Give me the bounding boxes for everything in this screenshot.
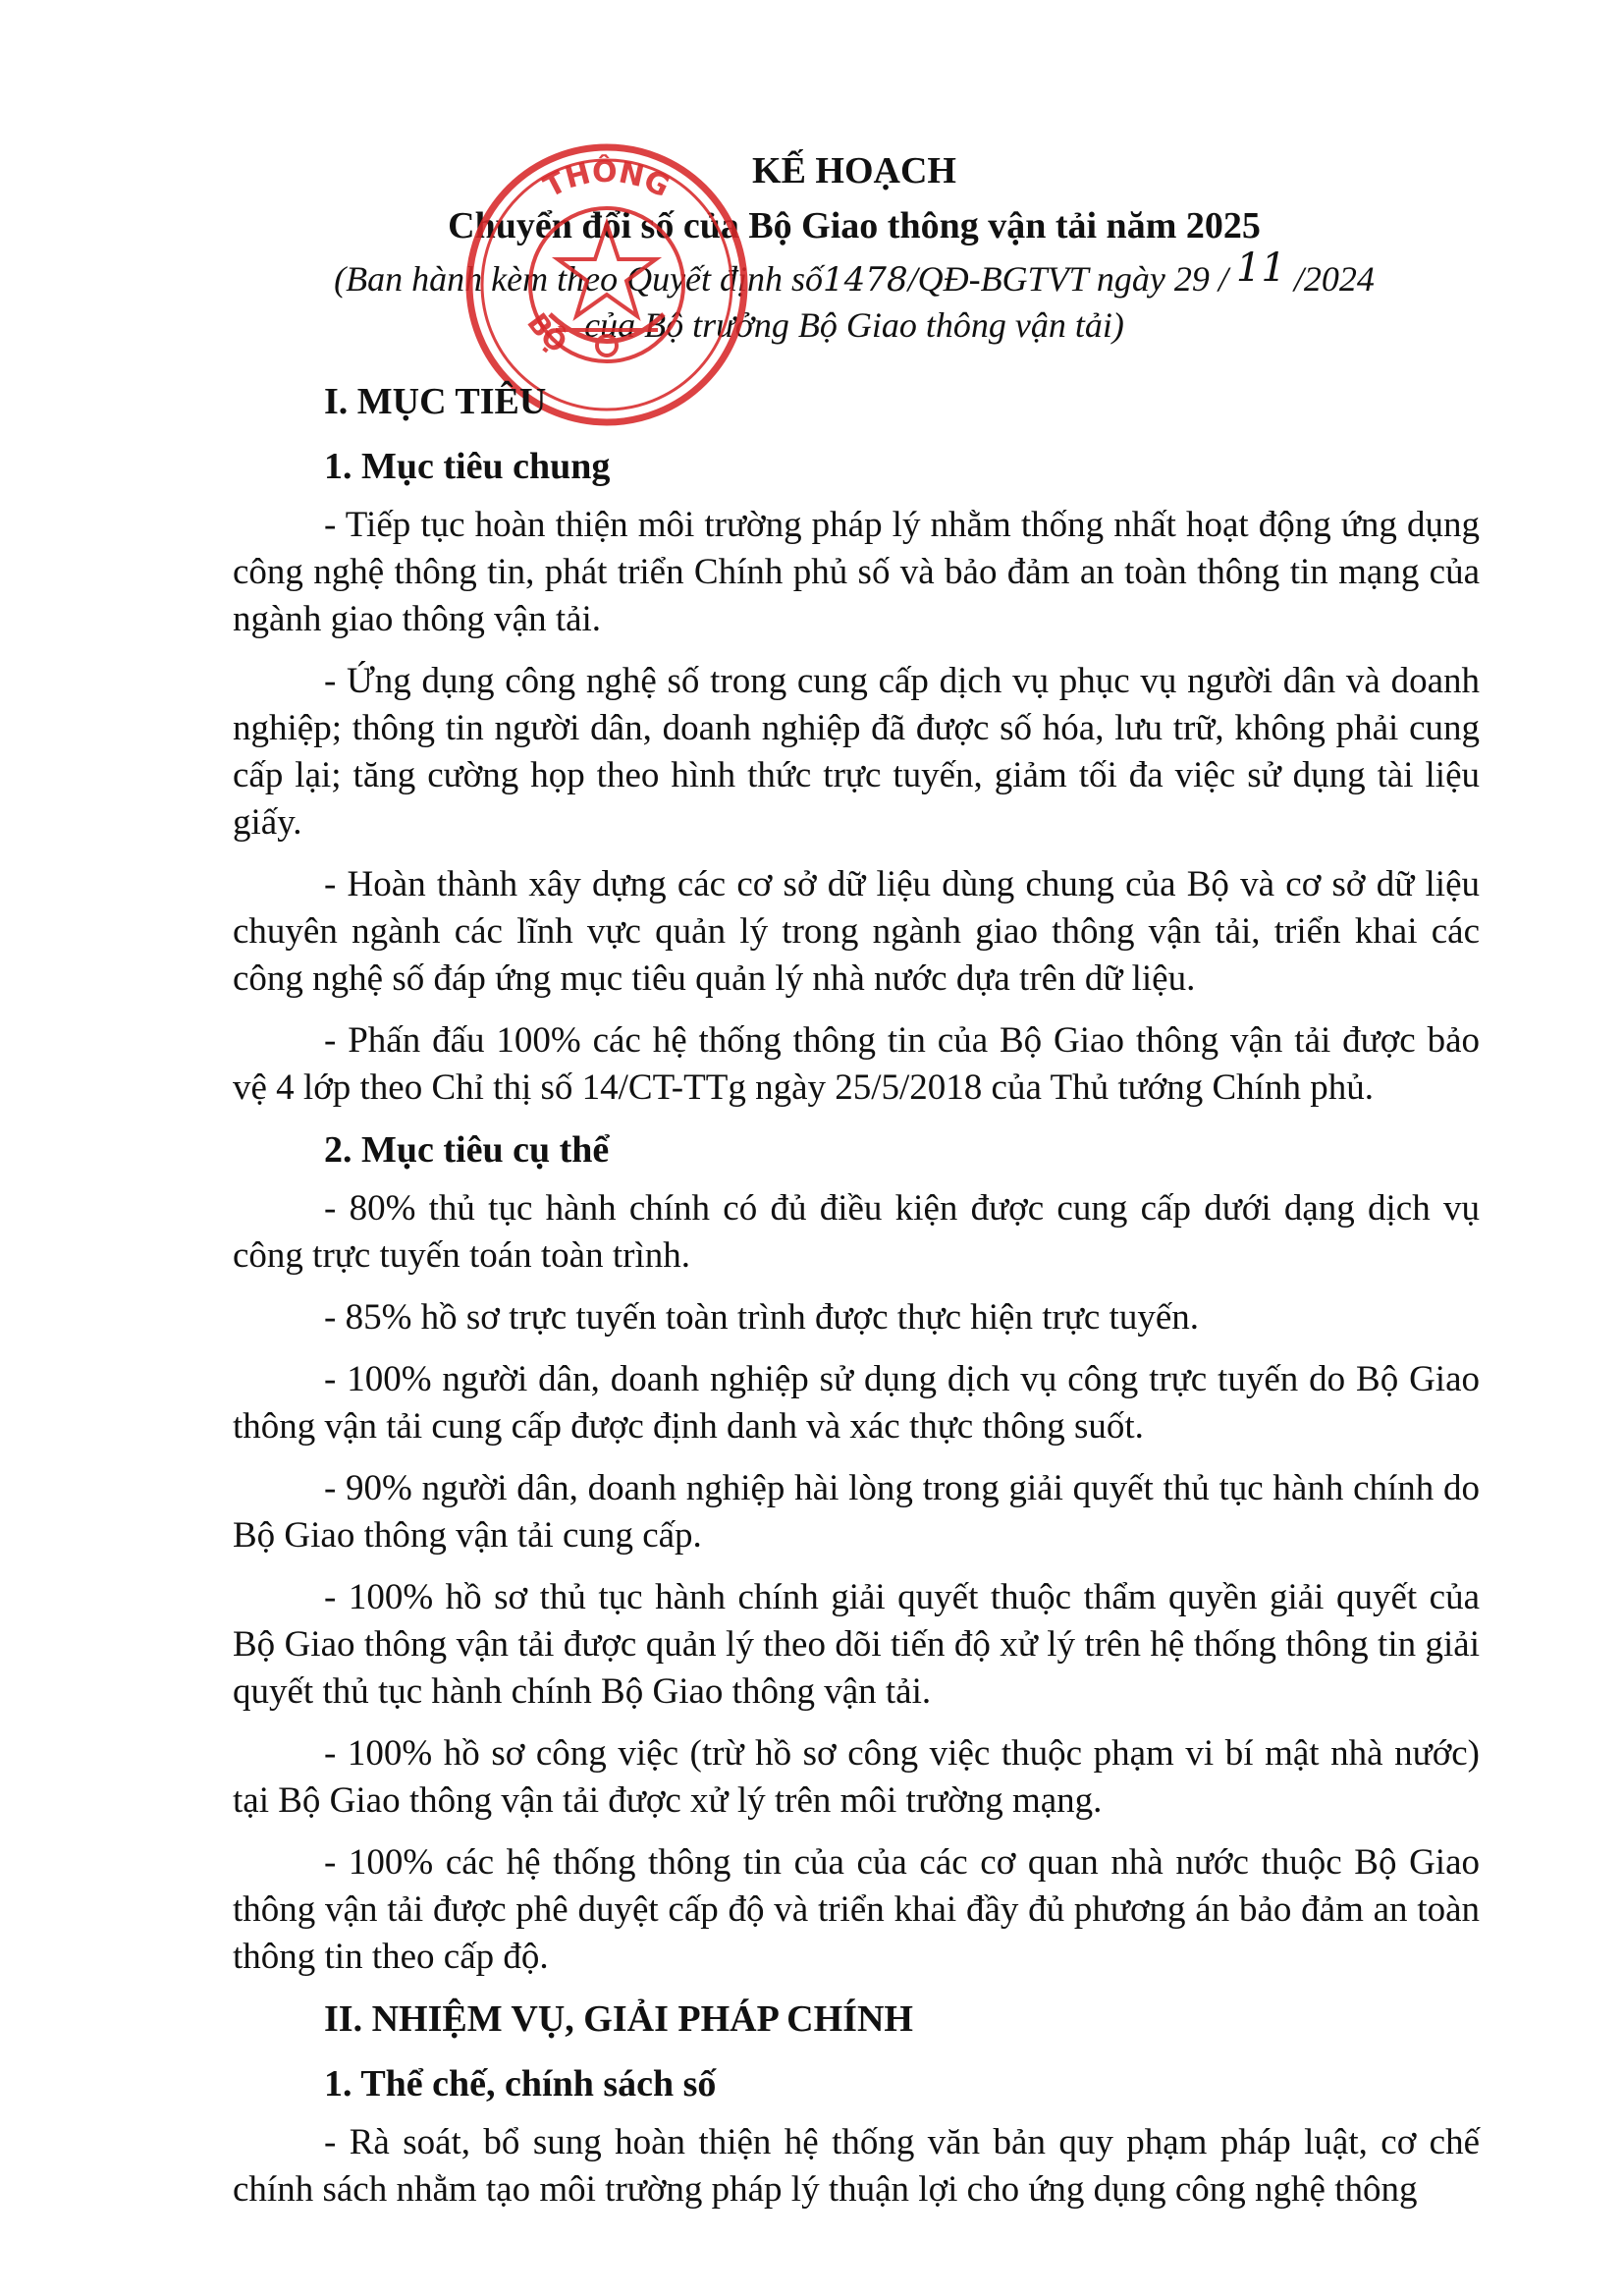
document-title: KẾ HOẠCH bbox=[752, 150, 956, 191]
paragraph: - Phấn đấu 100% các hệ thống thông tin của Bộ Giao thông vận tải được bảo vệ 4 lớp theo Chỉ thị số 14/CT-TTg ngày 25/5/2018 của Thủ tướng Chính phủ. bbox=[233, 1020, 1480, 1108]
issuing-authority: của Bộ trưởng Bộ Giao thông vận tải) bbox=[584, 305, 1124, 345]
paragraph: - 80% thủ tục hành chính có đủ điều kiện được cung cấp dưới dạng dịch vụ công trực tuyến toán toàn trình. bbox=[233, 1188, 1480, 1276]
paragraph: - 100% hồ sơ công việc (trừ hồ sơ công việc thuộc phạm vi bí mật nhà nước) tại Bộ Giao thông vận tải được xử lý trên môi trường mạng. bbox=[233, 1733, 1480, 1821]
subheading-general-objectives: 1. Mục tiêu chung bbox=[324, 446, 611, 487]
document-subtitle: Chuyển đổi số của Bộ Giao thông vận tải năm 2025 bbox=[448, 205, 1261, 246]
section-heading-tasks: II. NHIỆM VỤ, GIẢI PHÁP CHÍNH bbox=[324, 1998, 913, 2040]
paragraph: - 100% hồ sơ thủ tục hành chính giải quyết thuộc thẩm quyền giải quyết của Bộ Giao thông vận tải được quản lý theo dõi tiến độ xử lý trên hệ thống thông tin giải quyết thủ tục hành chính Bộ Giao thông vận tải. bbox=[233, 1577, 1480, 1712]
paragraph: - 85% hồ sơ trực tuyến toàn trình được thực hiện trực tuyến. bbox=[324, 1297, 1199, 1338]
issuance-mid: /QĐ-BGTVT ngày 29 / bbox=[907, 259, 1228, 299]
paragraph: - Tiếp tục hoàn thiện môi trường pháp lý nhằm thống nhất hoạt động ứng dụng công nghệ thông tin, phát triển Chính phủ số và bảo đảm an toàn thông tin mạng của ngành giao thông vận tải. bbox=[233, 505, 1480, 639]
paragraph: - Hoàn thành xây dựng các cơ sở dữ liệu dùng chung của Bộ và cơ sở dữ liệu chuyên ngành các lĩnh vực quản lý trong ngành giao thông vận tải, triển khai các công nghệ số đáp ứng mục tiêu quản lý nhà nước dựa trên dữ liệu. bbox=[233, 864, 1480, 999]
issuance-year: /2024 bbox=[1293, 259, 1375, 299]
issuance-prefix: (Ban hành kèm theo Quyết định số bbox=[334, 259, 824, 299]
seal-text-top: THÔNG bbox=[538, 154, 676, 205]
subheading-specific-objectives: 2. Mục tiêu cụ thể bbox=[324, 1129, 610, 1171]
issuance-month: 11 bbox=[1235, 246, 1286, 291]
paragraph: - 100% người dân, doanh nghiệp sử dụng dịch vụ công trực tuyến do Bộ Giao thông vận tải cung cấp được định danh và xác thực thông suốt. bbox=[233, 1359, 1480, 1447]
subheading-digital-policy: 1. Thể chế, chính sách số bbox=[324, 2063, 717, 2105]
seal-text-bottom: BỘ bbox=[520, 306, 573, 360]
section-heading-objectives: I. MỤC TIÊU bbox=[324, 381, 547, 422]
issuance-line bbox=[295, 246, 1414, 302]
document-body bbox=[233, 378, 1480, 2228]
document-header bbox=[295, 147, 1414, 348]
paragraph: - 100% các hệ thống thông tin của của các cơ quan nhà nước thuộc Bộ Giao thông vận tải được phê duyệt cấp độ và triển khai đầy đủ phương án bảo đảm an toàn thông tin theo cấp độ. bbox=[233, 1842, 1480, 1977]
paragraph: - Ứng dụng công nghệ số trong cung cấp dịch vụ phục vụ người dân và doanh nghiệp; thông tin người dân, doanh nghiệp đã được số hóa, lưu trữ, không phải cung cấp lại; tăng cường họp theo hình thức trực tuyến, giảm tối đa việc sử dụng tài liệu giấy. bbox=[233, 661, 1480, 843]
paragraph: - Rà soát, bổ sung hoàn thiện hệ thống văn bản quy phạm pháp luật, cơ chế chính sách nhằm tạo môi trường pháp lý thuận lợi cho ứng dụng công nghệ thông bbox=[233, 2122, 1480, 2210]
decision-number: 1478 bbox=[823, 260, 908, 300]
paragraph: - 90% người dân, doanh nghiệp hài lòng trong giải quyết thủ tục hành chính do Bộ Giao thông vận tải cung cấp. bbox=[233, 1468, 1480, 1556]
